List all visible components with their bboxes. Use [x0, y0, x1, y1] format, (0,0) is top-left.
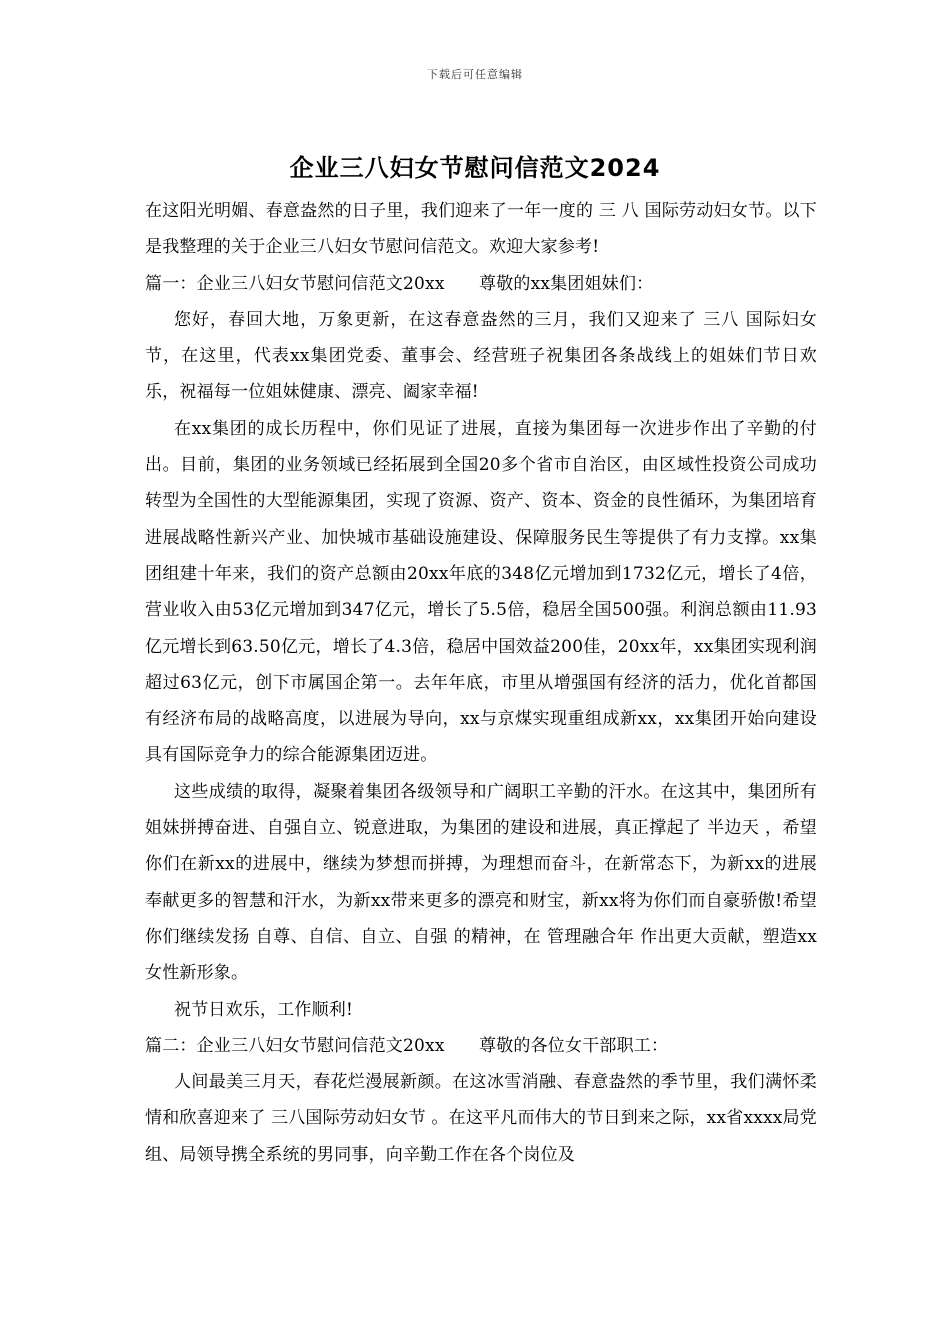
section-heading: 篇二：企业三八妇女节慰问信范文20xx 尊敬的各位女干部职工：: [145, 1035, 669, 1056]
body-paragraph: 这些成绩的取得，凝聚着集团各级领导和广阔职工辛勤的汗水。在这其中，集团所有姐妹拼搏奋进、自强自立、锐意进取，为集团的建设和进展，真正撑起了 半边天 ，希望你们在新xx的进展中，继续为梦想而拼搏，为理想而奋斗，在新常态下，为新xx的进展奉献更多的智慧和汗水，为新xx带来更多的漂亮和财宝，新xx将为你们而自豪骄傲!希望你们继续发扬 自尊、自信、自立、自强 的精神，在 管理融合年 作出更大贡献，塑造xx女性新形象。: [145, 781, 817, 984]
document-title: 企业三八妇女节慰问信范文2024: [289, 154, 661, 182]
body-paragraph: 祝节日欢乐，工作顺利!: [174, 999, 354, 1020]
body-paragraph: 人间最美三月天，春花烂漫展新颜。在这冰雪消融、春意盎然的季节里，我们满怀柔情和欣喜迎来了 三八国际劳动妇女节 。在这平凡而伟大的节日到来之际，xx省xxxx局党组、局领导携全系统的男同事，向辛勤工作在各个岗位及: [145, 1072, 817, 1165]
section-heading: 篇一：企业三八妇女节慰问信范文20xx 尊敬的xx集团姐妹们：: [145, 273, 654, 294]
body-paragraph: 您好，春回大地，万象更新，在这春意盎然的三月，我们又迎来了 三八 国际妇女节，在这里，代表xx集团党委、董事会、经营班子祝集团各条战线上的姐妹们节日欢乐，祝福每一位姐妹健康、漂亮、阖家幸福!: [145, 309, 817, 403]
body-paragraph: 在xx集团的成长历程中，你们见证了进展，直接为集团每一次进步作出了辛勤的付出。目前，集团的业务领域已经拓展到全国20多个省市自治区，由区域性投资公司成功转型为全国性的大型能源集团，实现了资源、资产、资本、资金的良性循环，为集团培育进展战略性新兴产业、加快城市基础设施建设、保障服务民生等提供了有力支撑。xx集团组建十年来，我们的资产总额由20xx年底的348亿元增加到1732亿元，增长了4倍，营业收入由53亿元增加到347亿元，增长了5.5倍，稳居全国500强。利润总额由11.93亿元增长到63.50亿元，增长了4.3倍，稳居中国效益200佳，20xx年，xx集团实现利润超过63亿元，创下市属国企第一。去年年底，市里从增强国有经济的活力，优化首都国有经济布局的战略高度，以进展为导向，xx与京煤实现重组成新xx，xx集团开始向建设具有国际竞争力的综合能源集团迈进。: [145, 418, 817, 766]
header-note: 下载后可任意编辑: [427, 68, 523, 81]
body-paragraph: 在这阳光明媚、春意盎然的日子里，我们迎来了一年一度的 三 八 国际劳动妇女节。以下是我整理的关于企业三八妇女节慰问信范文。欢迎大家参考!: [145, 201, 817, 258]
document-body: [145, 193, 817, 1173]
